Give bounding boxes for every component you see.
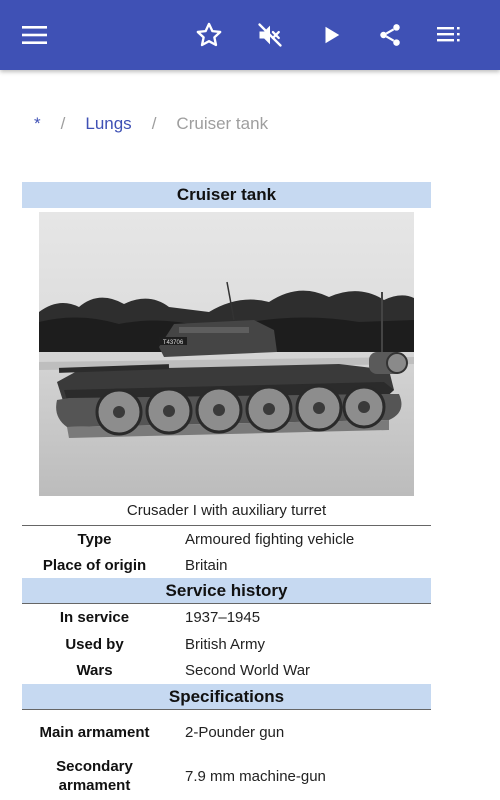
infobox-title: Cruiser tank [22,182,431,208]
row-value: 1937–1945 [185,609,261,626]
row-label: Place of origin [42,556,147,574]
volume-off-icon [256,21,284,49]
infobox-row-main-armament [22,710,431,754]
breadcrumb-parent-link[interactable]: Lungs [85,114,132,133]
infobox-row-secondary-armament [22,754,431,798]
breadcrumb-separator: / [151,114,157,133]
row-value[interactable]: British Army [185,635,266,653]
breadcrumb-separator: / [60,114,66,133]
star-outline-icon [195,21,223,49]
favorite-button[interactable] [189,15,229,55]
infobox-row-in-service [22,604,431,631]
photo-caption: Crusader I with auxiliary turret [22,496,431,526]
breadcrumb [34,113,268,135]
row-value[interactable]: 7.9 mm machine-gun [185,767,326,785]
row-value[interactable]: Britain [185,556,228,574]
menu-button[interactable] [15,15,55,55]
share-button[interactable] [370,15,410,55]
row-value[interactable]: Second World War [185,662,311,679]
infobox-row-origin [22,552,431,578]
section-header-specifications: Specifications [22,684,431,710]
playlist-button[interactable] [430,15,470,55]
row-label: Used by [65,635,124,653]
row-label: Secondary armament [56,758,133,794]
row-label: Wars [76,662,113,679]
row-value: Armoured fighting vehicle [185,530,355,548]
infobox-row-wars [22,657,431,684]
infobox-row-type [22,526,431,552]
share-icon [377,22,403,48]
tank-serial-number: T43706 [162,340,184,346]
play-icon [320,24,342,46]
app-toolbar [0,0,500,70]
row-label: Main armament [39,723,150,741]
playlist-icon [437,24,463,46]
infobox-row-used-by [22,631,431,657]
play-button[interactable] [311,15,351,55]
photo-container [22,208,431,496]
menu-icon [22,25,48,45]
mute-button[interactable] [250,15,290,55]
row-label: Type [77,530,112,548]
row-value[interactable]: 2-Pounder gun [185,723,285,741]
breadcrumb-current: Cruiser tank [176,114,269,133]
tank-photo[interactable] [39,212,414,496]
breadcrumb-root-link[interactable]: * [34,114,41,133]
infobox [22,182,431,798]
row-label: In service [59,609,130,626]
section-header-service-history: Service history [22,578,431,604]
